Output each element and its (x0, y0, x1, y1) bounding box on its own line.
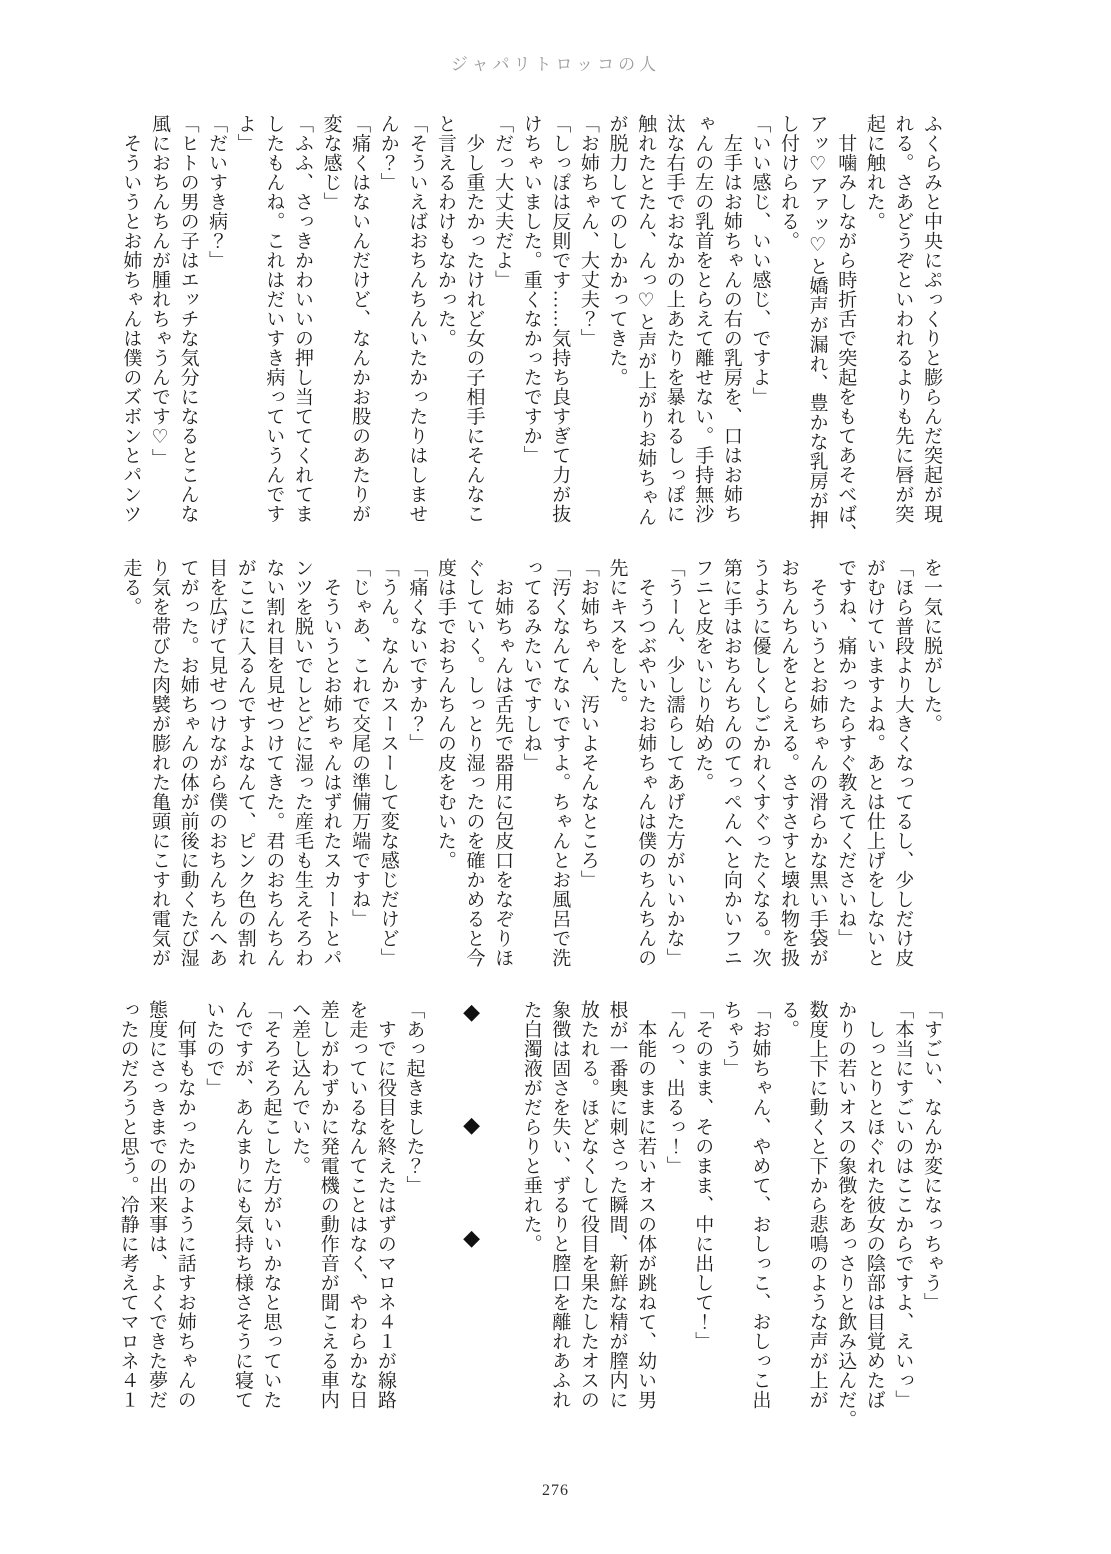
text-column: ない割れ目を見せつけてきた。君のおちんちん (263, 558, 285, 968)
section-separator-diamonds: ◆ ◆ ◆ (460, 1000, 486, 1251)
text-column: 変な感じ」 (320, 114, 342, 212)
text-column: 「しっぽは反則です……気持ち良すぎて力が抜 (549, 114, 571, 524)
text-column: 象徴は固さを失い、ずるりと膣口を離れあふれ (549, 1000, 571, 1410)
text-column: ですね、痛かったらすぐ教えてくださいね」 (835, 558, 857, 948)
text-column: そういうとお姉ちゃんの滑らかな黒い手袋が (806, 558, 828, 968)
text-column: 汰な右手でおなかの上あたりを暴れるしっぽに (663, 114, 685, 524)
text-column: 数度上下に動くと下から悲鳴のような声が上が (806, 1000, 828, 1410)
text-column: 本能のままに若いオスの体が跳ねて、幼い男 (635, 1000, 657, 1410)
text-column: 「お姉ちゃん、大丈夫？」 (577, 114, 599, 348)
text-column: 「お姉ちゃん、やめて、おしっこ、おしっこ出 (749, 1000, 771, 1410)
text-column: かりの若いオスの象徴をあっさりと飲み込んだ。 (835, 1000, 857, 1429)
text-column: 放たれる。ほどなくして役目を果たしたオスの (577, 1000, 599, 1410)
text-column: 「お姉ちゃん、汚いよそんなところ」 (577, 558, 599, 890)
text-column: を一気に脱がした。 (921, 558, 942, 734)
text-column: しっとりとほぐれた彼女の陰部は目覚めたば (863, 1000, 885, 1410)
text-column: そうつぶやいたお姉ちゃんは僕のちんちんの (635, 558, 657, 968)
text-column: 「うーん、少し濡らしてあげた方がいいかな」 (663, 558, 685, 968)
text-column: へ差し込んでいた。 (289, 1000, 311, 1176)
text-column: よ」 (234, 114, 256, 153)
text-column: 風におちんちんが腫れちゃうんです♡」 (148, 114, 170, 468)
text-column: がむけていますよね。あとは仕上げをしないと (863, 558, 885, 968)
vertical-text-section-top (116, 114, 945, 543)
text-column: 「だっ大丈夫だよ」 (492, 114, 514, 290)
text-column: てがった。お姉ちゃんの体が前後に動くたび湿 (177, 558, 199, 968)
text-column: 「ふふ、さっきかわいいの押し当ててくれてま (291, 114, 313, 524)
text-column: 「うん。なんかスースーして変な感じだけど」 (377, 558, 399, 968)
text-column: 甘噛みしながら時折舌で突起をもてあそべば、 (835, 114, 857, 543)
text-column: がここに入るんですよなんて、ピンク色の割れ (234, 558, 256, 968)
text-column: り気を帯びた肉襞が膨れた亀頭にこすれ電気が (148, 558, 170, 968)
text-column: 態度にさっきまでの出来事は、よくできた夢だ (146, 1000, 168, 1410)
text-column: 「そういえばおちんちんいたかったりはしませ (406, 114, 428, 524)
text-column: ちゃう」 (720, 1000, 742, 1078)
text-column: 差しがわずかに発電機の動作音が聞こえる車内 (317, 1000, 339, 1410)
text-column: ったのだろうと思う。冷静に考えてマロネ４１ (117, 1000, 139, 1410)
text-column: したもんね。これはだいすき病っていうんです (263, 114, 285, 524)
text-column: 「汚くなんてないですよ。ちゃんとお風呂で洗 (549, 558, 571, 968)
text-column: ってるみたいですしね」 (520, 558, 542, 773)
vertical-text-section-middle (116, 558, 945, 970)
text-column: 何事もなかったかのように話すお姉ちゃんの (174, 1000, 196, 1410)
text-column: し付けられる。 (778, 114, 800, 251)
text-column: を走っているなんてことはなく、やわらかな日 (346, 1000, 368, 1410)
text-column: 「あっ起きました？」 (403, 1000, 425, 1195)
text-column: すでに役目を終えたはずのマロネ４１が線路 (374, 1000, 396, 1410)
text-column: る。 (778, 1000, 800, 1039)
text-column: 「そのまま、そのまま、中に出して！」 (692, 1000, 714, 1351)
text-column: 「だいすき病？」 (206, 114, 228, 270)
text-column: 触れたとたん、んっ♡と声が上がりお姉ちゃん (635, 114, 657, 527)
text-column: おちんちんをとらえる。さすさすと壊れ物を扱 (778, 558, 800, 968)
text-column: 左手はお姉ちゃんの右の乳房を、口はお姉ち (720, 114, 742, 524)
text-column: ンツを脱いでしとどに湿った産毛も生えそろわ (291, 558, 313, 968)
text-column: お姉ちゃんは舌先で器用に包皮口をなぞりほ (492, 558, 514, 968)
text-column: んか？」 (377, 114, 399, 192)
text-column: フニと皮をいじり始めた。 (692, 558, 714, 792)
text-column: 起に触れた。 (863, 114, 885, 231)
text-column: アッ♡アァッ♡と嬌声が漏れ、豊かな乳房が押 (806, 114, 828, 530)
text-column: 第に手はおちんちんのてっぺんへと向かいフニ (720, 558, 742, 968)
text-column: 「そろそろ起こした方がいいかなと思っていた (260, 1000, 282, 1410)
text-column: た白濁液がだらりと垂れた。 (520, 1000, 542, 1254)
text-column: ゃんの左の乳首をとらえて離せない。手持無沙 (692, 114, 714, 524)
text-column: 「ほら普段より大きくなってるし、少しだけ皮 (892, 558, 914, 968)
text-column: 「痛くはないんだけど、なんかお股のあたりが (349, 114, 371, 524)
text-column: うように優しくしごかれくすぐったくなる。次 (749, 558, 771, 968)
text-column: 「痛くないですか？」 (406, 558, 428, 753)
text-column: 少し重たかったけれど女の子相手にそんなこ (463, 114, 485, 524)
text-column: 先にキスをした。 (606, 558, 628, 714)
text-column: んですが、あんまりにも気持ち様さそうに寝て (231, 1000, 253, 1410)
text-column: いたので」 (203, 1000, 225, 1098)
text-column: と言えるわけもなかった。 (434, 114, 456, 348)
text-column: けちゃいました。重くなかったですか」 (520, 114, 542, 465)
vertical-text-section-bottom (113, 1000, 945, 1429)
text-column: ぐしていく。しっとり湿ったのを確かめると今 (463, 558, 485, 968)
text-column: が脱力してのしかかってきた。 (606, 114, 628, 387)
text-column: 「ヒトの男の子はエッチな気分になるとこんな (177, 114, 199, 524)
text-column: 走る。 (120, 558, 142, 617)
text-column: 根が一番奥に刺さった瞬間、新鮮な精が膣内に (606, 1000, 628, 1410)
text-column: 「いい感じ、いい感じ、ですよ」 (749, 114, 771, 407)
text-column: 「本当にすごいのはここからですよ、えいっ」 (892, 1000, 914, 1410)
text-column: 「んっ、出るっ！」 (663, 1000, 685, 1176)
text-column: そういうとお姉ちゃんは僕のズボンとパンツ (120, 114, 142, 524)
text-column: 「すごい、なんか変になっちゃう」 (921, 1000, 942, 1312)
text-column: 「じゃあ、これで交尾の準備万端ですね」 (349, 558, 371, 929)
text-column: れる。さあどうぞといわれるよりも先に唇が突 (892, 114, 914, 524)
text-column: ふくらみと中央にぷっくりと膨らんだ突起が現 (921, 114, 942, 524)
page-header-title: ジャパリトロッコの人 (450, 55, 661, 74)
text-column: そういうとお姉ちゃんはずれたスカートとパ (320, 558, 342, 968)
text-column: 度は手でおちんちんの皮をむいた。 (434, 558, 456, 870)
text-column: 目を広げて見せつけながら僕のおちんちんへあ (206, 558, 228, 968)
page-number: 276 (542, 1482, 569, 1499)
